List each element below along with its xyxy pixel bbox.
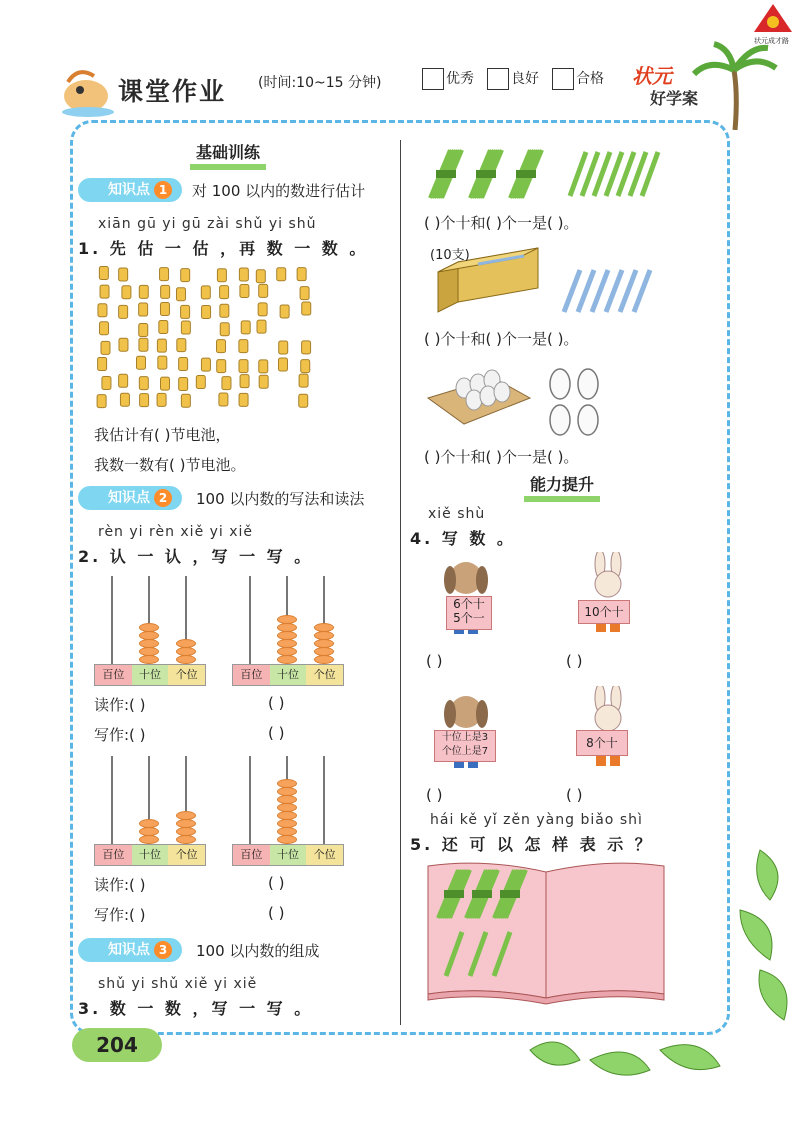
grade-excellent[interactable]: 优秀	[422, 68, 474, 90]
page-number: 204	[72, 1028, 162, 1062]
q2-pinyin: rèn yi rèn xiě yi xiě	[98, 524, 254, 540]
abacus-bead	[277, 795, 297, 804]
battery-icon	[157, 339, 166, 352]
place-label: 十位	[132, 845, 169, 865]
column-divider	[400, 140, 401, 1025]
abacus-bead	[277, 819, 297, 828]
sign-2: 10个十	[578, 600, 630, 624]
place-label: 个位	[168, 665, 205, 685]
abacus-bead	[139, 655, 159, 664]
battery-icon	[217, 360, 226, 373]
battery-icon	[177, 339, 186, 352]
battery-icon	[240, 285, 249, 298]
battery-icon	[297, 268, 306, 281]
abacus-bead	[314, 623, 334, 632]
place-value-labels	[94, 844, 206, 866]
q5-title: 5. 还 可 以 怎 样 表 示 ？	[410, 835, 654, 854]
battery-icon	[220, 304, 229, 317]
battery-icon	[201, 286, 210, 299]
abacus-bead	[139, 647, 159, 656]
open-book-answer-area[interactable]	[424, 858, 668, 1006]
battery-icon	[196, 375, 205, 388]
battery-icon	[301, 360, 310, 373]
knowledge-point-3-text: 100 以内数的组成	[196, 942, 320, 960]
q2-read-3[interactable]: 读作:( )	[94, 876, 146, 894]
place-label: 十位	[270, 845, 307, 865]
q4-answer-3[interactable]: ( )	[426, 786, 443, 804]
abacus-bead	[314, 647, 334, 656]
place-label: 个位	[306, 665, 343, 685]
battery-icon	[220, 286, 229, 299]
mascot-icon	[58, 62, 114, 118]
place-label: 百位	[233, 665, 270, 685]
battery-icon	[139, 323, 148, 336]
battery-icon	[239, 393, 248, 406]
pencil-icon	[592, 270, 608, 312]
battery-icon	[302, 302, 311, 315]
battery-icon	[257, 320, 266, 333]
abacus-rod	[249, 576, 251, 664]
battery-icon	[100, 285, 109, 298]
battery-icon	[120, 393, 129, 406]
abacus-bead	[277, 787, 297, 796]
battery-icon	[98, 357, 107, 370]
grade-checkbox[interactable]	[422, 68, 444, 90]
battery-icon	[181, 305, 190, 318]
brand-logo: 状元	[632, 64, 672, 88]
sign-4: 8个十	[576, 730, 628, 756]
abacus-bead	[277, 623, 297, 632]
section-title-basic: 基础训练	[190, 144, 266, 170]
q2-write-4[interactable]: ( )	[268, 904, 285, 922]
q1-estimate-line[interactable]: 我估计有( )节电池，	[94, 426, 231, 444]
knowledge-point-1-text: 对 100 以内的数进行估计	[192, 182, 366, 200]
abacus-bead	[277, 827, 297, 836]
q4-answer-4[interactable]: ( )	[566, 786, 583, 804]
battery-icon	[239, 340, 248, 353]
battery-icon	[101, 341, 110, 354]
corner-logo-text: 状元成才路	[754, 37, 789, 45]
q3-pinyin: shǔ yi shǔ xiě yi xiě	[98, 976, 258, 992]
grade-pass[interactable]: 合格	[552, 68, 604, 90]
q1-count-line[interactable]: 我数一数有( )节电池。	[94, 456, 246, 474]
battery-icon	[139, 285, 148, 298]
battery-icon	[222, 377, 231, 390]
abacus-2	[232, 576, 342, 688]
abacus-rod	[111, 756, 113, 844]
q2-read-4[interactable]: ( )	[268, 874, 285, 892]
q3-fill-1[interactable]: ( )个十和( )个一是( )。	[424, 214, 579, 232]
place-label: 百位	[95, 845, 132, 865]
battery-icon	[161, 377, 170, 390]
time-limit: (时间:10~15 分钟)	[258, 75, 382, 91]
abacus-bead	[176, 811, 196, 820]
battery-icon	[97, 395, 106, 408]
battery-icon	[300, 287, 309, 300]
battery-icon	[136, 356, 145, 369]
abacus-1	[94, 576, 204, 688]
abacus-bead	[139, 835, 159, 844]
brand-subtitle: 好学案	[650, 89, 699, 108]
leaf-decoration-icon	[700, 840, 800, 1040]
battery-icon	[217, 269, 226, 282]
abacus-bead	[277, 779, 297, 788]
battery-icon	[259, 375, 268, 388]
battery-icon	[160, 268, 169, 281]
battery-icon	[277, 268, 286, 281]
knowledge-point-1: 知识点 1	[78, 178, 182, 202]
battery-icon	[176, 288, 185, 301]
battery-icon	[240, 375, 249, 388]
battery-icon	[158, 356, 167, 369]
box-label: (10支)	[430, 248, 470, 263]
battery-icon	[119, 268, 128, 281]
place-label: 十位	[132, 665, 169, 685]
battery-icon	[122, 286, 131, 299]
abacus-bead	[277, 639, 297, 648]
abacus-bead	[277, 803, 297, 812]
abacus-rod	[249, 756, 251, 844]
battery-icon	[160, 303, 169, 316]
stick-bundle-icon	[430, 150, 462, 198]
abacus-bead	[314, 631, 334, 640]
battery-icon	[181, 321, 190, 334]
q3-title: 3. 数 一 数 ，写 一 写 。	[78, 999, 314, 1018]
place-label: 个位	[306, 845, 343, 865]
abacus-4	[232, 756, 342, 868]
abacus-bead	[176, 819, 196, 828]
q1-pinyin: xiān gū yi gū zài shǔ yi shǔ	[98, 216, 317, 232]
battery-icon	[157, 393, 166, 406]
battery-icon	[239, 360, 248, 373]
battery-image	[92, 264, 324, 412]
abacus-bead	[176, 647, 196, 656]
q4-answer-1[interactable]: ( )	[426, 652, 443, 670]
loose-eggs-image	[548, 366, 604, 440]
abacus-bead	[277, 835, 297, 844]
battery-icon	[179, 378, 188, 391]
battery-icon	[259, 360, 268, 373]
stick-bundles-image	[428, 146, 668, 202]
place-label: 百位	[95, 665, 132, 685]
battery-icon	[259, 284, 268, 297]
battery-icon	[100, 322, 109, 335]
grade-checkbox[interactable]	[552, 68, 574, 90]
place-label: 个位	[168, 845, 205, 865]
pencil-icon	[620, 270, 636, 312]
abacus-bead	[139, 827, 159, 836]
battery-icon	[119, 305, 128, 318]
battery-icon	[299, 374, 308, 387]
abacus-bead	[139, 639, 159, 648]
knowledge-point-2-text: 100 以内数的写法和读法	[196, 490, 365, 508]
abacus-bead	[139, 819, 159, 828]
battery-icon	[98, 304, 107, 317]
pencil-icon	[578, 270, 594, 312]
battery-icon	[139, 338, 148, 351]
battery-icon	[161, 285, 170, 298]
abacus-3	[94, 756, 204, 868]
battery-icon	[140, 394, 149, 407]
pencil-icon	[634, 270, 650, 312]
abacus-bead	[176, 827, 196, 836]
q2-write-1[interactable]: 写作:( )	[94, 726, 146, 744]
q3-fill-2[interactable]: ( )个十和( )个一是( )。	[424, 330, 579, 348]
section-title-advanced: 能力提升	[524, 476, 600, 502]
q5-pinyin: hái kě yǐ zěn yàng biǎo shì	[430, 812, 643, 828]
abacus-bead	[139, 631, 159, 640]
battery-icon	[139, 303, 148, 316]
abacus-rod	[111, 576, 113, 664]
abacus-bead	[176, 639, 196, 648]
battery-icon	[181, 394, 190, 407]
battery-icon	[299, 394, 308, 407]
q2-write-3[interactable]: 写作:( )	[94, 906, 146, 924]
battery-icon	[179, 358, 188, 371]
egg-carton-image	[424, 358, 534, 438]
knowledge-point-2: 知识点 2	[78, 486, 182, 510]
stick-bundle-icon	[470, 150, 502, 198]
place-value-labels	[232, 664, 344, 686]
stick-bundle-icon	[510, 150, 542, 198]
q2-read-2[interactable]: ( )	[268, 694, 285, 712]
battery-icon	[239, 268, 248, 281]
pencil-icon	[606, 270, 622, 312]
abacus-bead	[139, 623, 159, 632]
battery-icon	[279, 341, 288, 354]
battery-icon	[181, 269, 190, 282]
battery-icon	[256, 270, 265, 283]
q4-pinyin: xiě shù	[428, 506, 486, 522]
sign-1: 6个十 5个一	[446, 596, 492, 630]
q2-write-2[interactable]: ( )	[268, 724, 285, 742]
leaf-decoration-bottom-icon	[520, 1030, 760, 1090]
place-label: 百位	[233, 845, 270, 865]
abacus-bead	[277, 655, 297, 664]
battery-icon	[201, 358, 210, 371]
q1-title: 1. 先 估 一 估 ，再 数 一 数 。	[78, 239, 369, 258]
abacus-bead	[314, 655, 334, 664]
battery-icon	[119, 374, 128, 387]
q3-fill-3[interactable]: ( )个十和( )个一是( )。	[424, 448, 579, 466]
battery-icon	[302, 341, 311, 354]
battery-icon	[202, 305, 211, 318]
sign-3: 十位上是3 个位上是7	[434, 730, 496, 762]
abacus-bead	[277, 615, 297, 624]
q2-read-1[interactable]: 读作:( )	[94, 696, 146, 714]
knowledge-point-3: 知识点 3	[78, 938, 182, 962]
battery-icon	[102, 377, 111, 390]
abacus-bead	[176, 835, 196, 844]
abacus-bead	[277, 647, 297, 656]
abacus-bead	[277, 631, 297, 640]
battery-icon	[280, 305, 289, 318]
page-header-title: 课堂作业	[118, 77, 227, 106]
battery-icon	[139, 377, 148, 390]
battery-icon	[220, 323, 229, 336]
pencils-image	[556, 266, 656, 316]
q4-answer-2[interactable]: ( )	[566, 652, 583, 670]
battery-icon	[119, 338, 128, 351]
battery-icon	[219, 393, 228, 406]
battery-icon	[99, 266, 108, 279]
grade-checkbox[interactable]	[487, 68, 509, 90]
place-label: 十位	[270, 665, 307, 685]
battery-icon	[278, 358, 287, 371]
battery-icon	[217, 340, 226, 353]
place-value-labels	[232, 844, 344, 866]
abacus-bead	[314, 639, 334, 648]
abacus-bead	[176, 655, 196, 664]
place-value-labels	[94, 664, 206, 686]
abacus-bead	[277, 811, 297, 820]
battery-icon	[241, 321, 250, 334]
battery-icon	[258, 303, 267, 316]
q4-title: 4. 写 数 。	[410, 529, 516, 548]
palm-tree-icon	[690, 40, 780, 130]
pencil-icon	[564, 270, 580, 312]
q2-title: 2. 认 一 认 ，写 一 写 。	[78, 547, 314, 566]
abacus-rod	[323, 756, 325, 844]
battery-icon	[159, 321, 168, 334]
grade-good[interactable]: 良好	[487, 68, 539, 90]
